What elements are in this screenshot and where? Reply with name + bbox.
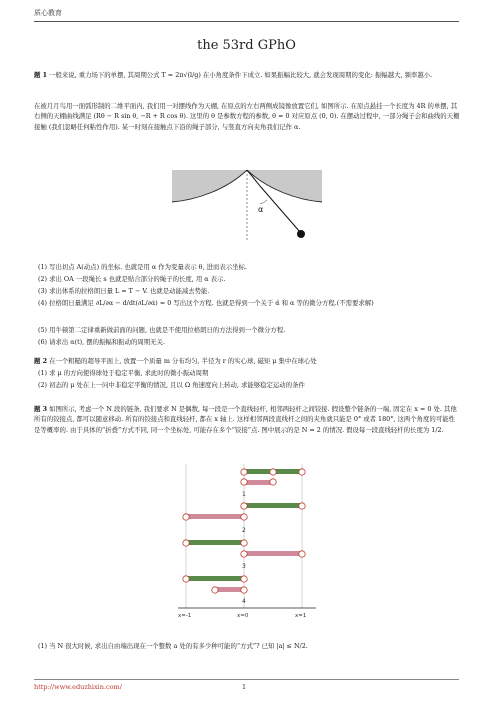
- q3-intro: [34, 404, 460, 435]
- pendulum-figure: [172, 170, 322, 252]
- page-number: 1: [242, 683, 247, 691]
- header-divider: [34, 21, 459, 22]
- q1-item-2: (2) 求出 OA 一段绳长 s 也就是贴合部分的绳子的长度, 用 α 表示.: [38, 275, 226, 283]
- row-label-4: 4: [242, 598, 246, 605]
- footer-divider: [34, 679, 459, 680]
- row-1b: [241, 479, 276, 485]
- q1-item-6: (6) 请求出 α(t), 摆的振幅和振动的周期无关.: [38, 338, 165, 346]
- q1-setup: 在被月月鸟用一面弧形制的二维平面内, 我们用一对摆线作为天棚, 在原点的左右两侧成镜像放置它们, 如图所示. 在原点悬挂一个长度为 4R 的单摆, 其右侧的天棚曲线满足 (Rθ − R sin θ, −R + R cos θ). 这里的 θ 是参数方程的参数, θ = 0 对应原点 (0, 0). 在摆动过程中, 一部分绳子会和曲线的天棚接触 (我们忽略任何粘性作用). 某一时刻在接触点下沿的绳子部分, 与竖直方向夹角我们记作 α.: [34, 102, 460, 131]
- row-4: [183, 576, 247, 593]
- q2-item-2: (2) 初态的 μ 处在上一问中非稳定平衡的情况, 且以 Ω 角速度向上转动, 求能够稳定运动的条件: [38, 381, 305, 389]
- axis-label-right: x=1: [295, 613, 307, 619]
- q3-label: 题 3: [34, 405, 48, 413]
- q3-intro-text: 如图所示, 考虑一个 N 段的链条, 我们要求 N 是偶数, 每一段是一个直线轻杆, 相邻两轻杆之间铰接. 假设整个链条的一端, 固定在 x = 0 处. 其他所有的铰接点, 都可以随意移动. 所有的铰接点和直线轻杆, 都在 x 轴上. 这样相邻两段直线杆之间的夹角就只能是 0° 或者 180°, 这两个角度的可能性是等概率的. 由于具体的“折叠”方式不同, 同一个坐标处, 可能存在多个“铰接”点. 图中展示的是 N = 2 的情况. 假设每一段直线轻杆的长度为 1/2.: [34, 405, 457, 434]
- q2-item-1: (1) 求 μ 的方向使得球处于稳定平衡, 求此时的微小振动周期: [38, 369, 209, 377]
- angle-label: α: [258, 205, 264, 214]
- q2-intro-text: 在一个粗糙的超导平面上, 放置一个质量 m 分布均匀, 半径为 r 的实心球, 磁矩 μ 集中在球心处: [49, 357, 317, 365]
- pendulum-bob: [297, 230, 305, 238]
- q1-intro: [34, 70, 460, 80]
- axis-label-left: x=-1: [178, 613, 192, 619]
- axis-label-center: x=0: [237, 613, 249, 619]
- q1-label: 题 1: [34, 71, 48, 79]
- chain-figure: [170, 462, 324, 620]
- q2-label: 题 2: [34, 357, 48, 365]
- row-label-3: 3: [242, 563, 246, 570]
- footer-link[interactable]: http://www.eduzhixin.com/: [34, 683, 122, 691]
- q1-item-3: (3) 求出体系的拉格朗日量 L = T − V. 也就是动能减去势能.: [38, 287, 210, 295]
- row-label-2: 2: [242, 527, 246, 534]
- row-label-1: 1: [242, 491, 246, 498]
- q2-intro: [34, 356, 460, 366]
- q1-item-5: (5) 用牛顿第二定律重新做前面的问题, 也就是不使用拉格朗日的方法得到一个微分方程.: [38, 326, 286, 334]
- q1-item-4: (4) 拉格朗日量满足 ∂L/∂α − d/dt(∂L/∂α̇) = 0 写出这个方程. 也就是得到一个关于 α̈ 和 α 等的微分方程.(不需要求解): [38, 299, 374, 307]
- header-brand: 质心教育: [34, 9, 62, 17]
- q1-intro-text: 一般来说, 重力场下的单摆, 其周期公式 T = 2π√(l/g) 在小角度条件下成立. 如果振幅比较大, 就会发现周期的变化: 振幅越大, 频率越小.: [49, 71, 433, 79]
- q1-item-1: (1) 写出切点 A(动点) 的坐标. 也就是用 α 作为变量表示 θ, 进而表示坐标.: [38, 263, 247, 271]
- page-title: the 53rd GPhO: [197, 38, 296, 53]
- q3-item-1: (1) 当 N 很大时候, 求出自由端出现在一个整数 a 处的有多少种可能的“方式”? 已知 |a| ≤ N/2.: [38, 642, 308, 650]
- row-1: [241, 469, 305, 475]
